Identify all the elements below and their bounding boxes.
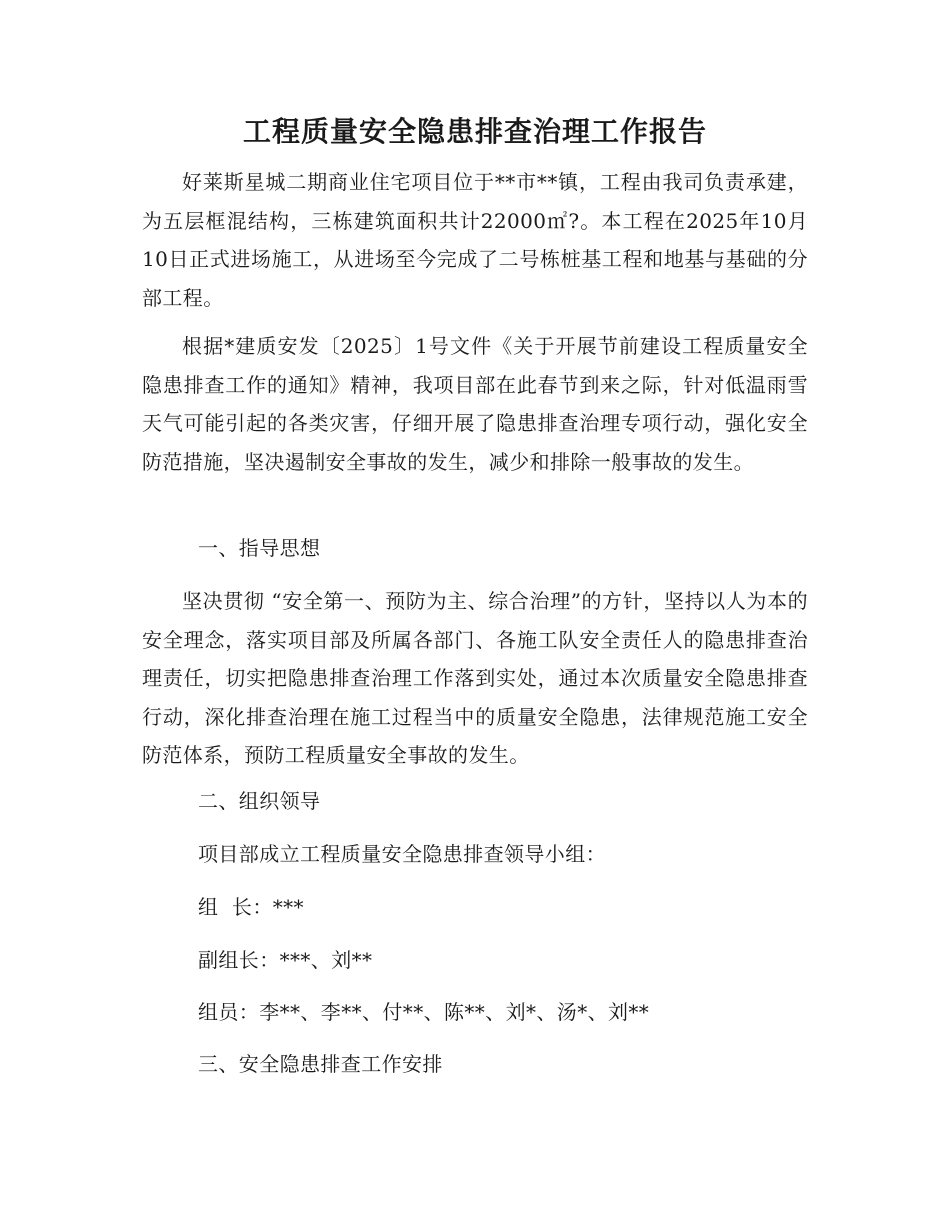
paragraph-basis: 根据*建质安发〔2025〕1号文件《关于开展节前建设工程质量安全隐患排查工作的通知》精神，我项目部在此春节到来之际，针对低温雨雪天气可能引起的各类灾害，仔细开展了隐患排查治理专项行动，强化安全防范措施，坚决遏制安全事故的发生，减少和排除一般事故的发生。 [142, 334, 808, 474]
org-intro: 项目部成立工程质量安全隐患排查领导小组： [198, 842, 606, 866]
heading-organization: 二、组织领导 [198, 789, 321, 813]
org-members: 组员：李**、李**、付**、陈**、刘*、汤*、刘** [198, 1000, 650, 1024]
paragraph-guiding-ideology: 坚决贯彻 “安全第一、预防为主、综合治理”的方针，坚持以人为本的安全理念，落实项目部及所属各部门、各施工队安全责任人的隐患排查治理责任，切实把隐患排查治理工作落到实处，通过本次质量安全隐患排查行动，深化排查治理在施工过程当中的质量安全隐患，法律规范施工安全防范体系，预防工程质量安全事故的发生。 [142, 589, 808, 767]
paragraph-project-overview: 好莱斯星城二期商业住宅项目位于**市**镇，工程由我司负责承建，为五层框混结构，三栋建筑面积共计22000㎡?。本工程在2025年10月10日正式进场施工，从进场至今完成了二号栋桩基工程和地基与基础的分部工程。 [142, 170, 808, 310]
heading-guiding-ideology: 一、指导思想 [198, 536, 321, 560]
org-deputy: 副组长：***、刘** [198, 948, 373, 972]
document-title: 工程质量安全隐患排查治理工作报告 [242, 115, 707, 148]
org-leader: 组 长：*** [198, 895, 304, 919]
heading-inspection-arrangement: 三、安全隐患排查工作安排 [198, 1052, 443, 1076]
